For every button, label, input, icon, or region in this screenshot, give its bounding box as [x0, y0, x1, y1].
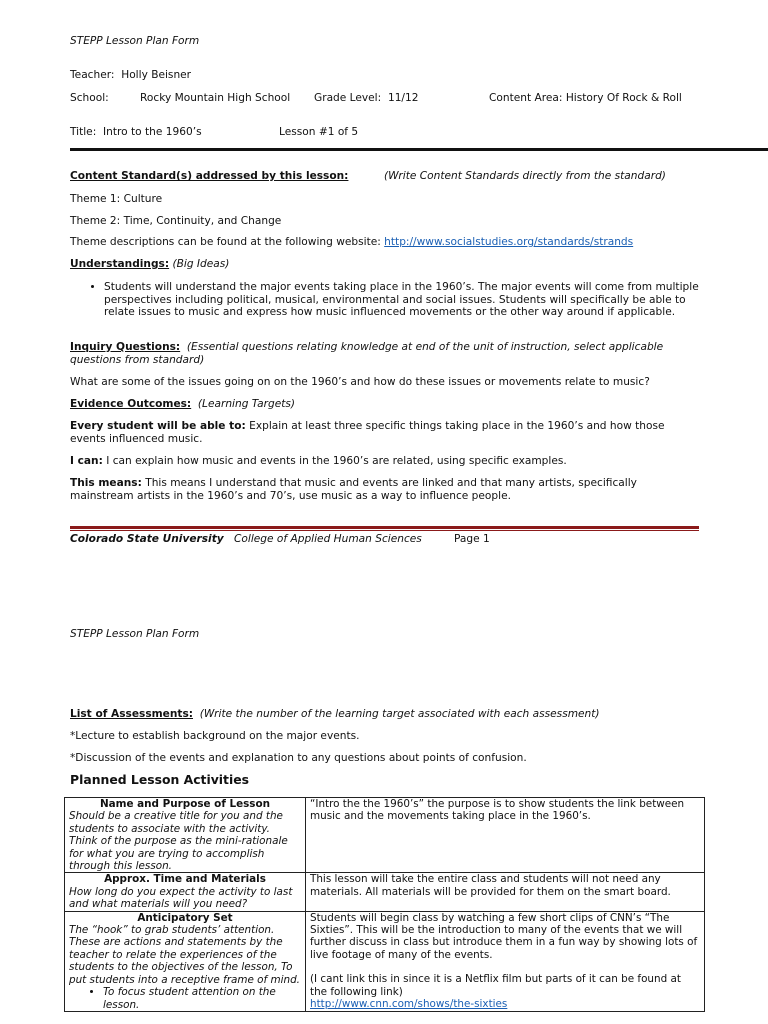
footer-page-number: Page 1 — [454, 533, 490, 545]
table-row — [65, 911, 705, 1011]
assessments-note: (Write the number of the learning target associated with each assessment) — [199, 708, 600, 720]
row-content: This lesson will take the entire class and students will not need any materials. All materials will be provided for them on the smart board. — [310, 873, 671, 898]
grade-label: Grade Level: — [314, 92, 382, 104]
this-means — [70, 477, 700, 502]
footer-divider-thin — [70, 530, 699, 531]
i-can-label: I can: — [70, 455, 103, 467]
footer-divider — [70, 526, 699, 529]
row-label-cell — [65, 798, 306, 873]
form-title-page2: STEPP Lesson Plan Form — [70, 628, 200, 640]
row-heading: Approx. Time and Materials — [104, 873, 266, 886]
row-label-cell — [65, 873, 306, 911]
i-can — [70, 455, 700, 468]
title-label: Title: — [70, 126, 97, 138]
row-content-cell — [306, 873, 705, 911]
grade-value: 11/12 — [387, 92, 419, 104]
this-means-label: This means: — [70, 477, 142, 489]
every-student-text: Explain at least three specific things taking place in the 1960’s and how those events influenced music. — [70, 420, 665, 445]
theme-2: Theme 2: Time, Continuity, and Change — [70, 215, 282, 227]
row-content-cell — [306, 911, 705, 1011]
theme-1: Theme 1: Culture — [70, 193, 163, 205]
inquiry-heading: Inquiry Questions: — [70, 341, 181, 353]
theme-description-text: Theme descriptions can be found at the following website: — [70, 236, 385, 248]
row-description: How long do you expect the activity to last and what materials will you need? — [69, 885, 293, 911]
row-label-cell — [65, 911, 306, 1011]
inquiry-note: (Essential questions relating knowledge at end of the unit of instruction, select applicable questions from standard) — [70, 341, 664, 366]
assessment-item-2: *Discussion of the events and explanation to any questions about points of confusion. — [70, 752, 527, 764]
table-row — [65, 798, 705, 873]
row-bullet-list — [69, 986, 301, 1011]
i-can-text: I can explain how music and events in the 1960’s are related, using specific examples. — [102, 455, 567, 467]
assessments-line — [70, 708, 600, 720]
understandings-note: (Big Ideas) — [172, 258, 230, 270]
title-line — [70, 126, 202, 138]
grade-level — [314, 92, 418, 104]
understandings-bullet: • Students will understand the major events taking place in the 1960’s. The major events will come from multiple perspectives including political, musical, environmental and social issues. Students will specifically be able to relate issues to music and express how music influenced movements or the other way around if applicable. — [104, 281, 716, 319]
inquiry-block — [70, 341, 700, 366]
teacher-name: Holly Beisner — [121, 69, 192, 81]
form-title: STEPP Lesson Plan Form — [70, 35, 200, 47]
lesson-activities-table — [64, 797, 705, 1012]
understandings-list — [88, 281, 716, 319]
this-means-text: This means I understand that music and events are linked and that many artists, specifically mainstream artists in the 1960’s and 70’s, use music as a way to influence people. — [70, 477, 637, 502]
row-content: “Intro the the 1960’s” the purpose is to show students the link between music and the movements taking place in the 1960’s. — [310, 798, 685, 823]
standards-link[interactable]: http://www.socialstudies.org/standards/strands — [384, 236, 634, 248]
footer-college: College of Applied Human Sciences — [234, 533, 422, 545]
every-student-label: Every student will be able to: — [70, 420, 246, 432]
every-student — [70, 420, 700, 445]
row-heading: Anticipatory Set — [137, 911, 233, 924]
lesson-number: Lesson #1 of 5 — [279, 126, 359, 138]
inquiry-question: What are some of the issues going on on the 1960’s and how do these issues or movements relate to music? — [70, 376, 650, 388]
school-label: School: — [70, 92, 109, 104]
row-content-cell — [306, 798, 705, 873]
assessment-item-1: *Lecture to establish background on the major events. — [70, 730, 360, 742]
lesson-title: Intro to the 1960’s — [103, 126, 202, 138]
evidence-note: (Learning Targets) — [197, 398, 296, 410]
standards-heading: Content Standard(s) addressed by this lesson: — [70, 170, 349, 182]
cnn-sixties-link[interactable]: http://www.cnn.com/shows/the-sixties — [310, 998, 508, 1011]
assessments-heading: List of Assessments: — [70, 708, 193, 720]
row-description: The “hook” to grab students’ attention. These are actions and statements by the teacher to relate the experiences of the students to the objectives of the lesson, To put students into a receptive frame of mind. — [69, 924, 300, 986]
theme-description — [70, 236, 633, 248]
header-divider — [70, 148, 768, 151]
evidence-line — [70, 398, 295, 410]
row-content-spacer — [310, 961, 700, 973]
understandings-line — [70, 258, 229, 270]
understandings-heading: Understandings: — [70, 258, 170, 270]
row-content: Students will begin class by watching a few short clips of CNN’s “The Sixties”. This will be the introduction to many of the events that we will further discuss in class but introduce them in a fun way by showing lots of live footage of many of the events. — [310, 911, 698, 961]
content-area: Content Area: History Of Rock & Roll — [489, 92, 682, 104]
school-name: Rocky Mountain High School — [140, 92, 291, 104]
row-bullet: • To focus student attention on the lesson. — [103, 986, 301, 1011]
planned-activities-heading: Planned Lesson Activities — [70, 772, 249, 787]
row-heading: Name and Purpose of Lesson — [99, 798, 271, 810]
standards-note: (Write Content Standards directly from the standard) — [384, 170, 666, 182]
table-row — [65, 873, 705, 911]
row-content-note: (I cant link this in since it is a Netflix film but parts of it can be found at the following link) — [310, 973, 681, 998]
teacher-label: Teacher: — [70, 69, 115, 81]
row-description: Should be a creative title for you and the students to associate with the activity. Think of the purpose as the mini-rationale for what you are trying to accomplish through this lesson. — [69, 810, 288, 873]
teacher-line — [70, 69, 191, 81]
footer-university: Colorado State University — [70, 533, 224, 545]
evidence-heading: Evidence Outcomes: — [70, 398, 192, 410]
